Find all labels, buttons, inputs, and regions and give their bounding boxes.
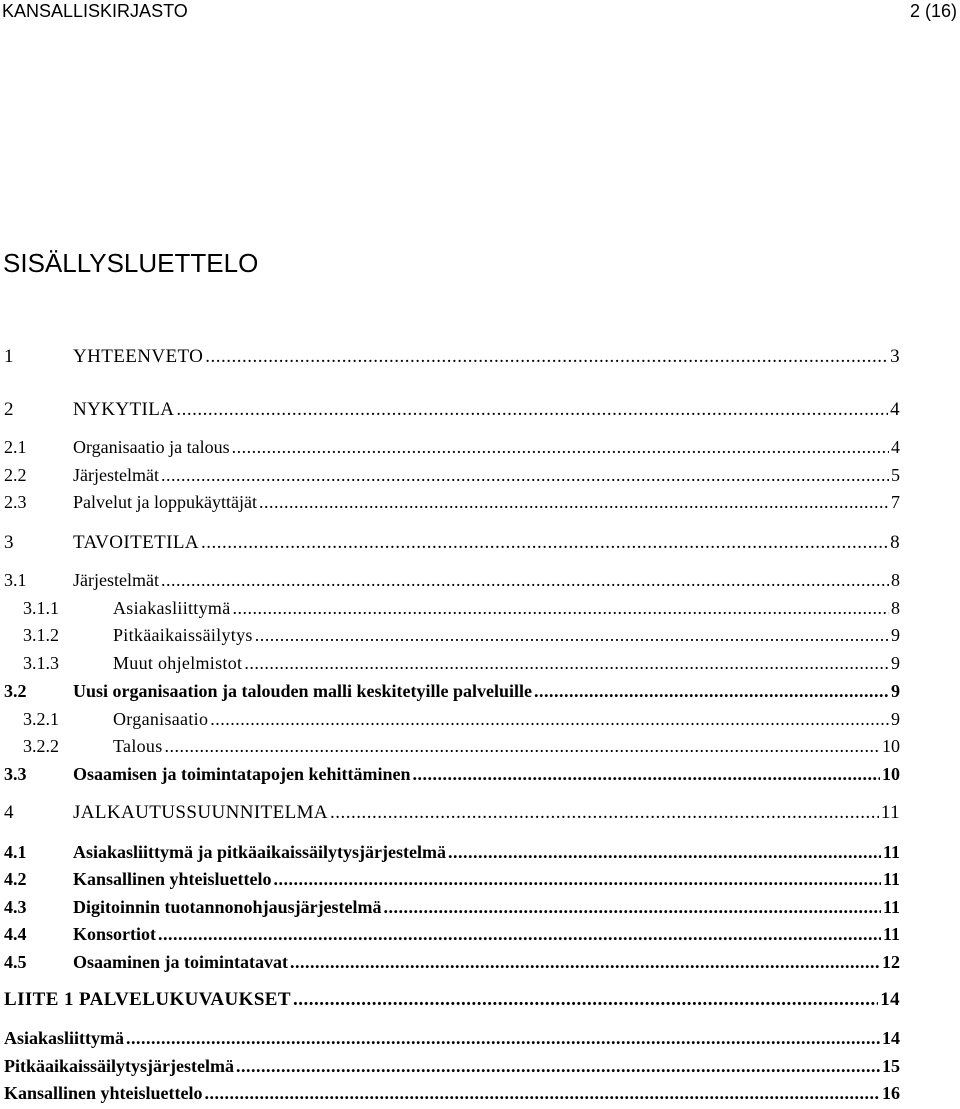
toc-entry-text: Asiakasliittymä <box>4 1028 125 1048</box>
toc-entry-number: 2.3 <box>4 492 27 512</box>
toc-entry-text: Pitkäaikaissäilytys <box>113 625 253 645</box>
toc-leader-dots <box>158 921 881 947</box>
toc-entry-number: 3.1.2 <box>23 625 59 645</box>
toc-leader-dots <box>259 489 889 515</box>
toc-leader-dots <box>232 595 889 621</box>
toc-entry-text: Osaaminen ja toimintatavat <box>73 952 288 972</box>
toc-entry-text: Osaamisen ja toimintatapojen kehittäminen <box>73 764 411 784</box>
toc-entry[interactable] <box>4 761 900 787</box>
toc-entry-page: 11 <box>880 802 900 823</box>
toc-entry-page: 11 <box>882 869 900 889</box>
toc-entry-text: LIITE 1 PALVELUKUVAUKSET <box>4 989 291 1010</box>
toc-leader-dots <box>274 866 881 892</box>
toc-entry-page: 16 <box>882 1083 900 1103</box>
toc-entry-page: 14 <box>882 1028 900 1048</box>
toc-entry-number: 3 <box>4 532 14 553</box>
toc-entry-text: Järjestelmät <box>73 465 159 485</box>
toc-entry[interactable] <box>4 567 900 593</box>
toc-entry[interactable] <box>4 434 900 460</box>
toc-entry-page: 5 <box>891 465 900 485</box>
toc-entry-text: Järjestelmät <box>73 570 159 590</box>
toc-entry-text: Asiakasliittymä ja pitkäaikaissäilytysjärjestelmä <box>73 842 446 862</box>
toc-entry[interactable] <box>4 733 900 759</box>
toc-leader-dots <box>413 761 881 787</box>
toc-entry-page: 11 <box>882 924 900 944</box>
toc-entry[interactable] <box>4 650 900 676</box>
toc-entry-page: 9 <box>891 653 900 673</box>
toc-entry-page: 11 <box>882 897 900 917</box>
toc-entry-page: 9 <box>891 625 900 645</box>
toc-leader-dots <box>205 344 888 370</box>
toc-entry-page: 8 <box>890 532 900 553</box>
toc-entry-number: 3.1 <box>4 570 27 590</box>
toc-entry-number: 4.5 <box>4 952 27 972</box>
toc-entry-appendix[interactable] <box>4 1025 900 1051</box>
toc-leader-dots <box>161 462 889 488</box>
toc-entry-text: Talous <box>113 736 163 756</box>
toc-entry-text: Pitkäaikaissäilytysjärjestelmä <box>4 1056 234 1076</box>
toc-entry[interactable] <box>4 595 900 621</box>
running-header <box>0 0 960 24</box>
toc-entry-number: 4.2 <box>4 869 27 889</box>
toc-entry[interactable] <box>4 866 900 892</box>
toc-entry-page: 8 <box>891 598 900 618</box>
toc-entry-page: 10 <box>882 736 900 756</box>
toc-entry-page: 9 <box>891 709 900 729</box>
toc-entry[interactable] <box>4 462 900 488</box>
toc-leader-dots <box>161 567 889 593</box>
toc-entry-text: Konsortiot <box>73 924 156 944</box>
toc-leader-dots <box>126 1025 880 1051</box>
toc-entry[interactable] <box>4 839 900 865</box>
toc-entry-page: 4 <box>890 399 900 420</box>
toc-leader-dots <box>210 706 889 732</box>
toc-entry[interactable] <box>4 530 900 556</box>
toc-entry-text: Organisaatio ja talous <box>73 437 230 457</box>
toc-entry[interactable] <box>4 921 900 947</box>
toc-entry-text: Asiakasliittymä <box>113 598 231 618</box>
toc-entry-page: 15 <box>882 1056 900 1076</box>
toc-entry[interactable] <box>4 949 900 975</box>
toc-entry-number: 4.3 <box>4 897 27 917</box>
toc-leader-dots <box>293 987 878 1013</box>
toc-leader-dots <box>165 733 880 759</box>
toc-entry-number: 3.2 <box>4 681 27 701</box>
toc-entry[interactable] <box>4 344 900 370</box>
toc-entry-page: 12 <box>882 952 900 972</box>
toc-leader-dots <box>236 1053 880 1079</box>
toc-entry-number: 2.2 <box>4 465 27 485</box>
toc-entry[interactable] <box>4 622 900 648</box>
toc-leader-dots <box>290 949 880 975</box>
toc-entry-text: JALKAUTUSSUUNNITELMA <box>73 802 328 823</box>
toc-entry-page: 7 <box>891 492 900 512</box>
toc-entry-text: Palvelut ja loppukäyttäjät <box>73 492 257 512</box>
toc-entry-number: 3.1.3 <box>23 653 59 673</box>
toc-entry-text: Muut ohjelmistot <box>113 653 243 673</box>
toc-entry-appendix[interactable] <box>4 1080 900 1106</box>
toc-entry-page: 8 <box>891 570 900 590</box>
toc-entry[interactable] <box>4 397 900 423</box>
toc-entry-number: 3.2.1 <box>23 709 59 729</box>
toc-leader-dots <box>205 1080 880 1106</box>
toc-leader-dots <box>534 678 889 704</box>
toc-entry-appendix[interactable] <box>4 1053 900 1079</box>
toc-leader-dots <box>255 622 889 648</box>
toc-entry[interactable] <box>4 800 900 826</box>
toc-entry-number: 2.1 <box>4 437 27 457</box>
toc-entry-appendix[interactable] <box>4 987 900 1013</box>
toc-entry-text: Kansallinen yhteisluettelo <box>4 1083 203 1103</box>
toc-leader-dots <box>384 894 881 920</box>
toc-entry-number: 4.1 <box>4 842 27 862</box>
toc-entry-page: 10 <box>882 764 900 784</box>
toc-entry-text: YHTEENVETO <box>73 346 204 367</box>
toc-entry-page: 14 <box>880 989 900 1010</box>
toc-entry-number: 4.4 <box>4 924 27 944</box>
toc-leader-dots <box>201 530 888 556</box>
toc-leader-dots <box>176 397 888 423</box>
toc-entry-number: 2 <box>4 399 14 420</box>
header-page-number: 2 (16) <box>909 1 957 21</box>
toc-entry-text: Organisaatio <box>113 709 209 729</box>
toc-entry-number: 3.1.1 <box>23 598 59 618</box>
toc-entry-page: 11 <box>882 842 900 862</box>
header-org-name: KANSALLISKIRJASTO <box>2 1 188 21</box>
toc-entry[interactable] <box>4 706 900 732</box>
toc-entry-number: 1 <box>4 346 14 367</box>
toc-leader-dots <box>244 650 889 676</box>
toc-entry[interactable] <box>4 678 900 704</box>
toc-leader-dots <box>330 800 879 826</box>
toc-entry-text: NYKYTILA <box>73 399 175 420</box>
toc-title: SISÄLLYSLUETTELO <box>3 248 259 278</box>
toc-entry-text: Kansallinen yhteisluettelo <box>73 869 272 889</box>
toc-entry[interactable] <box>4 894 900 920</box>
toc-entry[interactable] <box>4 489 900 515</box>
toc-leader-dots <box>448 839 881 865</box>
toc-entry-number: 3.2.2 <box>23 736 59 756</box>
toc-leader-dots <box>232 434 889 460</box>
toc-entry-text: TAVOITETILA <box>73 532 199 553</box>
toc-entry-number: 4 <box>4 802 14 823</box>
toc-entry-text: Digitoinnin tuotannonohjausjärjestelmä <box>73 897 382 917</box>
toc-entry-page: 4 <box>891 437 900 457</box>
toc-entry-text: Uusi organisaation ja talouden malli keskitetyille palveluille <box>73 681 533 701</box>
toc-entry-number: 3.3 <box>4 764 27 784</box>
toc-entry-page: 9 <box>891 681 900 701</box>
toc-entry-page: 3 <box>890 346 900 367</box>
